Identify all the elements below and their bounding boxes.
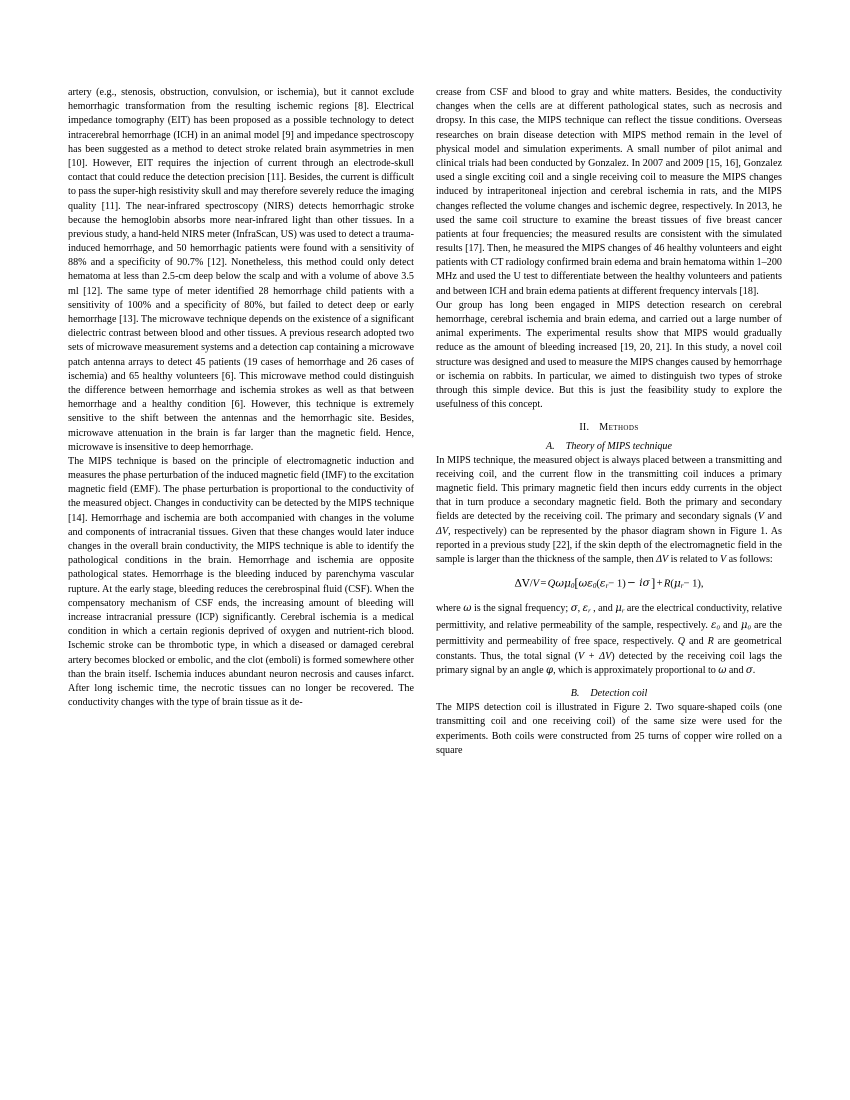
paragraph [436,454,782,568]
eq-omega2: ω [578,577,588,590]
math-var-v: V [757,511,765,523]
eq-epsilon-sub: 0 [592,582,597,591]
eq-mu-r-sub: r [680,582,684,591]
paragraph-text: , which is approximately proportional to [553,664,719,676]
subsection-heading-a [436,440,782,454]
eq-v: V [532,578,540,590]
subsection-heading-b [436,687,782,701]
math-sub-0: 0 [716,624,720,632]
eq-minus-one-b: − 1 [683,578,698,590]
eq-minus-one: − 1 [608,578,623,590]
eq-epsilon-r: ε [599,577,606,590]
left-column [68,86,414,1046]
paragraph-text: , respectively) can be represented by the phasor diagram shown in Figure 1. As reported in a previous study [22], if the skin depth of the electromagnetic field in the sample is larger than the thickness of the sample, then [436,525,782,565]
paragraph: Our group has long been engaged in MIPS detection research on cerebral hemorrhage, cerebral ischemia and brain edema, and carried out a large number of animal experiments. The experimental results show that MIPS would gradually reduce as the amount of bleeding increased [19, 20, 21]. In this study, a novel coil structure was designed and used to measure the MIPS changes caused by hemorrhage or ischemia on rabbits. In particular, we aimed to distinguish two types of stroke through this simple device. But this is just the feasibility study to explore the usefulness of this concept. [436,299,782,411]
paragraph-text: where [436,603,464,615]
eq-minus-i-sigma: − iσ [627,577,650,590]
math-var-sigma: σ [570,603,578,615]
eq-epsilon: ε [587,577,593,590]
paragraph-text: and [719,619,741,631]
paragraph: artery (e.g., stenosis, obstruction, convulsion, or ischemia), but it cannot exclude hemorrhagic transformation from the resulting ischemic regions [8]. Electrical impedance tomography (EIT) has been proposed as a possible technology to detect intracerebral hemorrhage (ICH) in an animal model [9] and impedance spectroscopy has been suggested as a method to detect stroke related brain asymmetries in men [10]. However, EIT requires the injection of current through an electrode-skull contact that could reduce the detection precision [11]. Besides, the current is difficult to pass the super-high resistivity skull and may therefore severely reduce the imaging quality [11]. The near-infrared spectroscopy (NIRS) detects hemorrhagic stroke because the hemoglobin absorbs more near-infrared light than other tissues. In a previous study, a hand-held NIRS meter (InfraScan, US) was used to detect a trauma-induced hemorrhage, and 50 hemorrhagic patients were found with a sensitivity of 88% and a specificity of 90.7% [12]. Nonetheless, this method could only detect hematoma at less than 2.5-cm deep below the scalp and with a volume of above 3.5 ml [12]. The same type of meter identified 28 hemorrhage child patients with a sensitivity of 100% and a specificity of 80%, but failed to detect deep or early hemorrhage [13]. The microwave technique depends on the existence of a significant dielectric contrast between blood and other tissues. A previous research adopted two sets of microwave measurement systems and a detection cap containing a microwave patch antenna arrays to detect 45 patients (19 cases of hemorrhage and 26 cases of ischemia) and 65 healthy volunteers [6]. This microwave method could distinguish the difference between hemorrhage and ischemia strokes as well as that between hemorrhage and a healthy condition [6]. However, this technique is extremely sensitive to the shift between the antennas and the hemorrhagic site. Besides, microwave attenuation in the brain is far larger than the magnetic field. Hence, microwave is insensitive to deep hemorrhage. [68,87,414,453]
paragraph-text: are geometrical constants. Thus, the total signal ( [436,636,782,662]
math-var-r: R [707,636,714,648]
section-heading [436,421,782,435]
paragraph-text: In MIPS technique, the measured object is always placed between a transmitting and receiving coil, and the current flow in the transmitting coil induces a primary magnetic field. This primary magnetic field then incurs eddy currents in the object that in turn produce a secondary magnetic field. Both the primary and secondary fields are detected by the receiving coil. [436,454,782,523]
eq-bracket-close: ] [651,576,656,591]
eq-paren-close2: ) [697,578,701,590]
paragraph-text: , and [590,603,616,615]
paragraph-text: are the electrical conductivity, relative permittivity, and relative permeability of the sample, respectively. [436,603,782,631]
right-column [436,86,782,1046]
math-var-omega: ω [718,664,727,676]
eq-mu-sub: 0 [570,582,575,591]
math-var-delta-v: ΔV [656,554,669,565]
math-var-omega: ω [463,603,472,615]
subsection-letter: A. [546,440,555,452]
math-var-phi: φ [545,664,554,676]
paragraph-text: . [752,664,756,676]
section-title: Methods [599,422,639,434]
paragraph-text: is the signal frequency; [471,603,571,615]
math-var-delta-v: ΔV [436,525,449,537]
math-var-q: Q [677,636,686,648]
eq-comma: , [700,578,704,590]
paragraph: The MIPS detection coil is illustrated in Figure 2. Two square-shaped coils (one transmitting coil and one receiving coil) of the same size were used for the experiments. Both coils were constructed from 25 turns of copper wire rolled on a square [436,702,782,756]
paragraph-text: as follows: [726,554,773,565]
eq-mu: μ [563,577,571,590]
eq-delta-v: ΔV [514,577,530,590]
subsection-title: Theory of MIPS technique [565,440,672,452]
paragraph: The MIPS technique is based on the principle of electromagnetic induction and measures the phase perturbation of the induced magnetic field (IMF) to the excitation magnetic field (EMF). The phase perturbation is proportional to the conductivity of the measured object. Changes in conductivity can be detected by the MIPS technique [14]. Hemorrhage and ischemia are both accompanied with changes in the volume and components of intracranial tissues. Given that these changes would later induce changes in the overall brain conductivity, the MIPS technique is able to identify the pathological conditions in the brain. Hemorrhage and ischemia are opposite pathological states. Hemorrhage is the bleeding induced by parenchyma vascular rupture. At the early stage, bleeding reduces the cerebrospinal fluid (CSF). When the compensatory mechanism of CSF ends, the increasing amount of bleeding will increase intracranial pressure (ICP) significantly. Cerebral ischemia is a medical condition in which a certain regionis deprived of oxygen and nutrient-rich blood. Ischemic stroke can be thrombotic type, in which a diseased or damaged cerebral artery becomes blocked or embolic, and the clot (emboli) is formed somewhere other than the brain itself. Ischemia induces abundant neuron necrosis and causes infarct. After long ischemic time, the necrotic tissues can no longer be recovered. The conductivity changes with the type of brain tissue as it de- [68,455,414,709]
eq-slash: / [529,578,533,590]
heading-spacer [436,678,782,687]
eq-equals: = [540,578,547,590]
paragraph: crease from CSF and blood to gray and white matters. Besides, the conductivity changes when the cells are at different pathological states, such as necrosis and dropsy. In this case, the MIPS technique can reflect the tissue conditions. Overseas researches on brain disease detection with MIPS method remain in the level of physical model and simulation experiments. A small number of pilot animal and clinical trials had been conducted by Gonzalez. In 2007 and 2009 [15, 16], Gonzalez used a single exciting coil and a single receiving coil to measure the MIPS changes induced by intraperitoneal injection and cerebral ischemia in rats, and the MIPS changes reflected the volume changes and ischemic degree, respectively. In 2013, he used the same coil structure to examine the breast tissues of five breast cancer patients at four frequencies; the measured results are consistent with the simulated results [17]. Then, he measured the MIPS changes of 46 healthy volunteers and eight patients with CT radiology confirmed brain edema and brain hematoma within 1–200 MHz and used the U test to differentiate between the healthy volunteers and patients and between ICH and brain edema patients at different frequency intervals [18]. [436,87,782,297]
eq-q: Q [547,578,556,590]
math-sub-0: 0 [747,624,751,632]
math-sub-r: r [588,607,591,615]
subsection-letter: B. [570,688,580,700]
paragraph-text: The primary and secondary signals ( [605,511,758,523]
section-number: II. [579,422,590,434]
two-column-body [68,86,782,1046]
math-var-v: V [720,554,727,565]
math-var-sigma: σ [745,664,753,676]
eq-paren-close: ) [622,578,626,590]
math-var-epsilon-0: ε [711,619,717,631]
math-var-mu-0: μ [740,619,748,631]
eq-mu-r: μ [673,577,681,590]
subsection-title: Detection coil [590,688,648,700]
paragraph [436,602,782,678]
paragraph-text: ) detected by the receiving coil lags the primary signal by an angle [436,650,782,676]
paragraph-text: and [726,664,746,676]
eq-paren-open2: ( [670,578,674,590]
math-var-epsilon-r: ε [582,603,589,615]
eq-epsilon-r-sub: r [605,582,609,591]
math-expr-v-plus-delta-v: V + ΔV [577,650,612,662]
paragraph-text: , [577,603,583,615]
eq-plus: + [656,578,663,590]
eq-bracket-open: [ [574,576,579,591]
paragraph-text: are the permittivity and permeability of free space, respectively. [436,619,782,648]
display-equation [436,571,782,598]
math-sub-r: r [621,607,625,615]
heading-spacer [436,412,782,421]
eq-r: R [663,578,671,590]
eq-omega: ω [555,577,564,590]
paragraph-text: and [685,636,708,648]
eq-paren-open: ( [596,578,600,590]
paragraph-text: is related to [668,554,721,565]
math-var-mu-r: μ [615,603,622,615]
paragraph-text: and [764,511,782,523]
